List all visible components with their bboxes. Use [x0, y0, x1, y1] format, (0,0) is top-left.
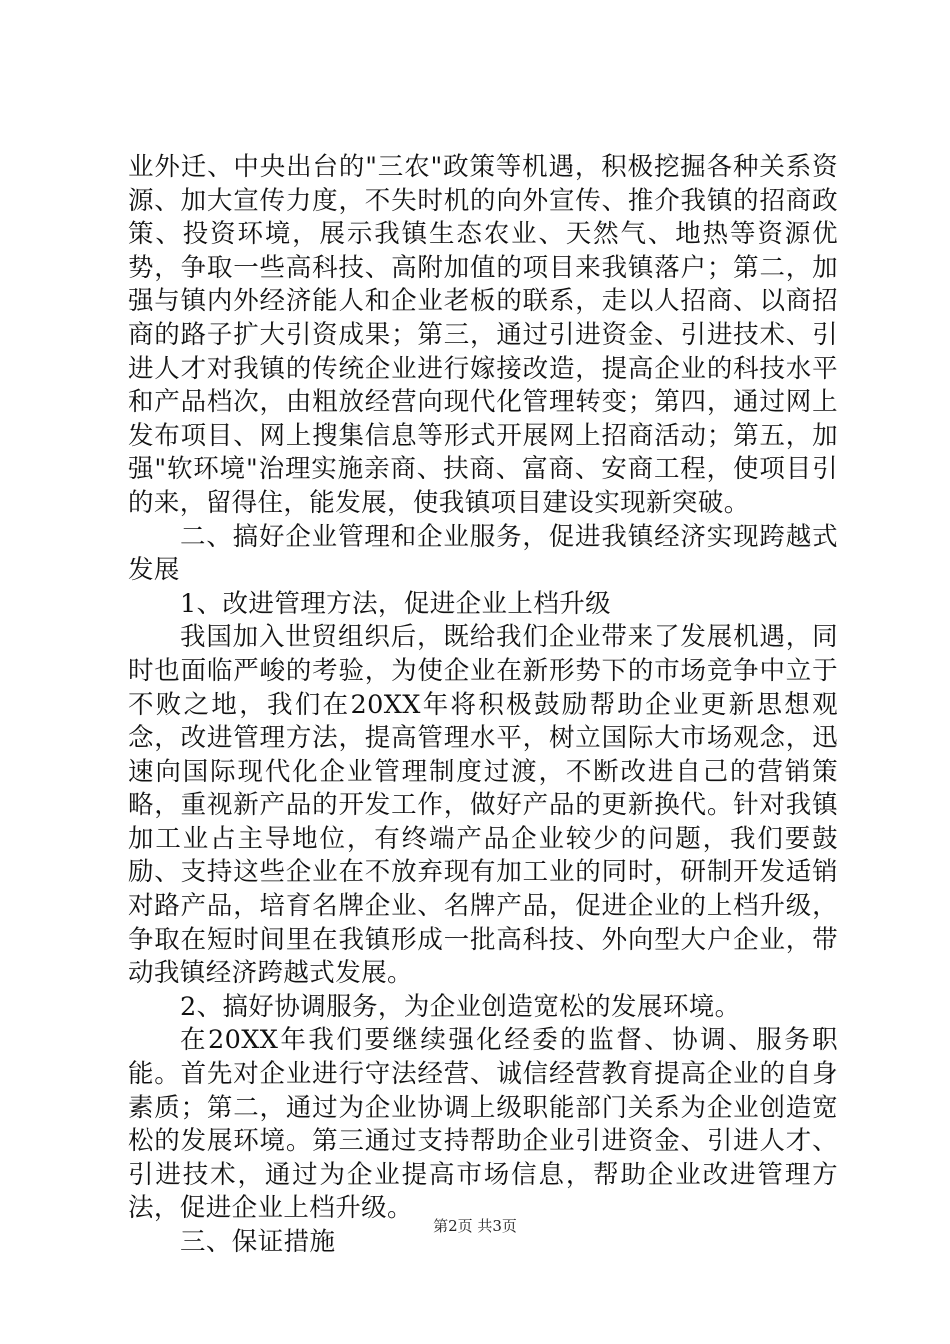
section-heading: 二、搞好企业管理和企业服务，促进我镇经济实现跨越式发展 — [128, 521, 838, 586]
subsection-heading: 1、改进管理方法，促进企业上档升级 — [180, 588, 612, 619]
body-paragraph: 业外迁、中央出台的"三农"政策等机遇，积极挖掘各种关系资源、加大宣传力度，不失时机的向外宣传、推介我镇的招商政策、投资环境，展示我镇生态农业、天然气、地热等资源优势，争取一些高科技、高附加值的项目来我镇落户；第二，加强与镇内外经济能人和企业老板的联系，走以人招商、以商招商的路子扩大引资成果；第三，通过引进资金、引进技术、引进人才对我镇的传统企业进行嫁接改造，提高企业的科技水平和产品档次，由粗放经营向现代化管理转变；第四，通过网上发布项目、网上搜集信息等形式开展网上招商活动；第五，加强"软环境"治理实施亲商、扶商、富商、安商工程，使项目引的来，留得住，能发展，使我镇项目建设实现新突破。 — [128, 152, 838, 518]
body-paragraph: 我国加入世贸组织后，既给我们企业带来了发展机遇，同时也面临严峻的考验，为使企业在新形势下的市场竞争中立于不败之地，我们在20XX年将积极鼓励帮助企业更新思想观念，改进管理方法，提高管理水平，树立国际大市场观念，迅速向国际现代化企业管理制度过渡，不断改进自己的营销策略，重视新产品的开发工作，做好产品的更新换代。针对我镇加工业占主导地位，有终端产品企业较少的问题，我们要鼓励、支持这些企业在不放弃现有加工业的同时，研制开发适销对路产品，培育名牌企业、名牌产品，促进企业的上档升级，争取在短时间里在我镇形成一批高科技、外向型大户企业，带动我镇经济跨越式发展。 — [128, 622, 838, 989]
page-footer: 第2页 共3页 — [433, 1217, 517, 1235]
document-body — [128, 151, 838, 1260]
subsection-heading: 2、搞好协调服务，为企业创造宽松的发展环境。 — [180, 991, 741, 1022]
body-paragraph: 在20XX年我们要继续强化经委的监督、协调、服务职能。首先对企业进行守法经营、诚信经营教育提高企业的自身素质；第二，通过为企业协调上级职能部门关系为企业创造宽松的发展环境。第三通过支持帮助企业引进资金、引进人才、引进技术，通过为企业提高市场信息，帮助企业改进管理方法，促进企业上档升级。 — [128, 1025, 838, 1224]
section-heading: 三、保证措施 — [180, 1227, 336, 1257]
